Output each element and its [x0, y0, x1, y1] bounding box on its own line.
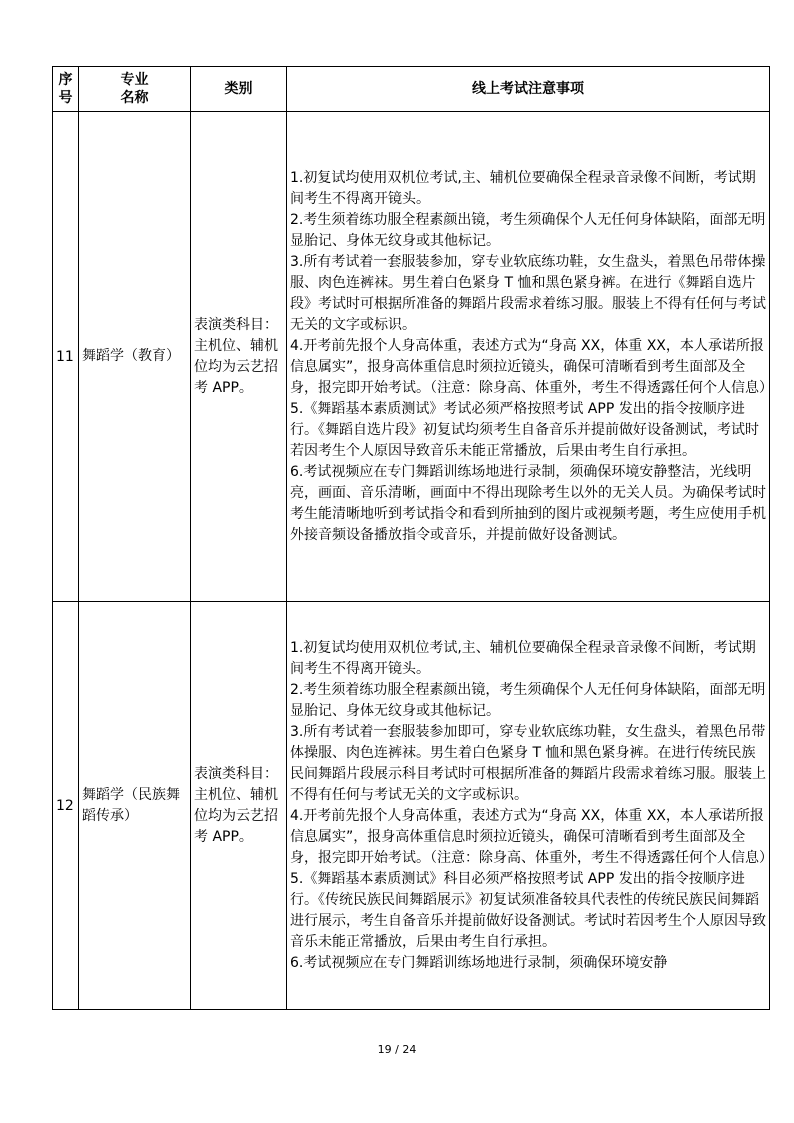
- row-notes: [287, 602, 773, 1010]
- note-item: 6.考试视频应在专门舞蹈训练场地进行录制，须确保环境安静: [290, 954, 668, 971]
- note-item: 3.所有考试着一套服装参加即可，穿专业软底练功鞋，女生盘头，着黑色吊带体操服、肉色连裤袜。男生着白色紧身 T 恤和黑色紧身裤。在进行传统民族民间舞蹈片段展示科目考试时可根据所准备的舞蹈片段需求着练习服。服装上不得有任何与考试无关的文字或标识。: [290, 723, 766, 803]
- header-seq: 序 号: [53, 67, 79, 112]
- note-item: 1.初复试均使用双机位考试,主、辅机位要确保全程录音录像不间断，考试期间考生不得离开镜头。: [290, 169, 756, 207]
- row-major: 舞蹈学（民族舞蹈传承）: [79, 602, 191, 1010]
- note-item: 5.《舞蹈基本素质测试》考试必须严格按照考试 APP 发出的指令按顺序进行。《舞蹈自选片段》初复试均须考生自备音乐并提前做好设备测试，考试时若因考生个人原因导致音乐未能正常播放，后果由考生自行承担。: [290, 400, 759, 459]
- note-item: 3.所有考试着一套服装参加，穿专业软底练功鞋，女生盘头，着黑色吊带体操服、肉色连裤袜。男生着白色紧身 T 恤和黑色紧身裤。在进行《舞蹈自选片段》考试时可根据所准备的舞蹈片段需求着练习服。服装上不得有任何与考试无关的文字或标识。: [290, 253, 766, 333]
- row-seq: 11: [53, 112, 79, 602]
- row-major: 舞蹈学（教育）: [79, 112, 191, 602]
- note-item: 4.开考前先报个人身高体重，表述方式为“身高 XX，体重 XX，本人承诺所报信息属实”，报身高体重信息时须拉近镜头，确保可清晰看到考生面部及全身，报完即开始考试。（注意：除身高、体重外，考生不得透露任何个人信息）: [290, 337, 773, 396]
- note-item: 1.初复试均使用双机位考试,主、辅机位要确保全程录音录像不间断，考试期间考生不得离开镜头。: [290, 639, 756, 677]
- page-number: 19 / 24: [377, 1043, 417, 1056]
- note-item: 4.开考前先报个人身高体重，表述方式为“身高 XX，体重 XX，本人承诺所报信息属实”，报身高体重信息时须拉近镜头，确保可清晰看到考生面部及全身，报完即开始考试。（注意：除身高、体重外，考生不得透露任何个人信息）: [290, 807, 773, 866]
- header-notes: 线上考试注意事项: [287, 67, 770, 112]
- note-item: 2.考生须着练功服全程素颜出镜，考生须确保个人无任何身体缺陷，面部无明显胎记、身体无纹身或其他标记。: [290, 681, 766, 719]
- note-item: 5.《舞蹈基本素质测试》科目必须严格按照考试 APP 发出的指令按顺序进行。《传统民族民间舞蹈展示》初复试须准备较具代表性的传统民族民间舞蹈进行展示，考生自备音乐并提前做好设备测试。考试时若因考生个人原因导致音乐未能正常播放，后果由考生自行承担。: [290, 870, 766, 950]
- exam-notes-table: [52, 66, 773, 1010]
- row-notes: [287, 112, 773, 602]
- row-category: 表演类科目：主机位、辅机位均为云艺招考 APP。: [191, 112, 287, 602]
- note-item: 6.考试视频应在专门舞蹈训练场地进行录制，须确保环境安静整洁，光线明亮，画面、音乐清晰，画面中不得出现除考生以外的无关人员。为确保考试时考生能清晰地听到考试指令和看到所抽到的图片或视频考题，考生应使用手机外接音频设备播放指令或音乐，并提前做好设备测试。: [290, 463, 766, 543]
- table-header-row: [53, 67, 770, 112]
- header-category: 类别: [191, 67, 287, 112]
- row-category: 表演类科目：主机位、辅机位均为云艺招考 APP。: [191, 602, 287, 1010]
- note-item: 2.考生须着练功服全程素颜出镜，考生须确保个人无任何身体缺陷，面部无明显胎记、身体无纹身或其他标记。: [290, 211, 766, 249]
- table-row: [53, 112, 770, 602]
- header-major: 专业 名称: [79, 67, 191, 112]
- table-row: [53, 602, 770, 1010]
- row-seq: 12: [53, 602, 79, 1010]
